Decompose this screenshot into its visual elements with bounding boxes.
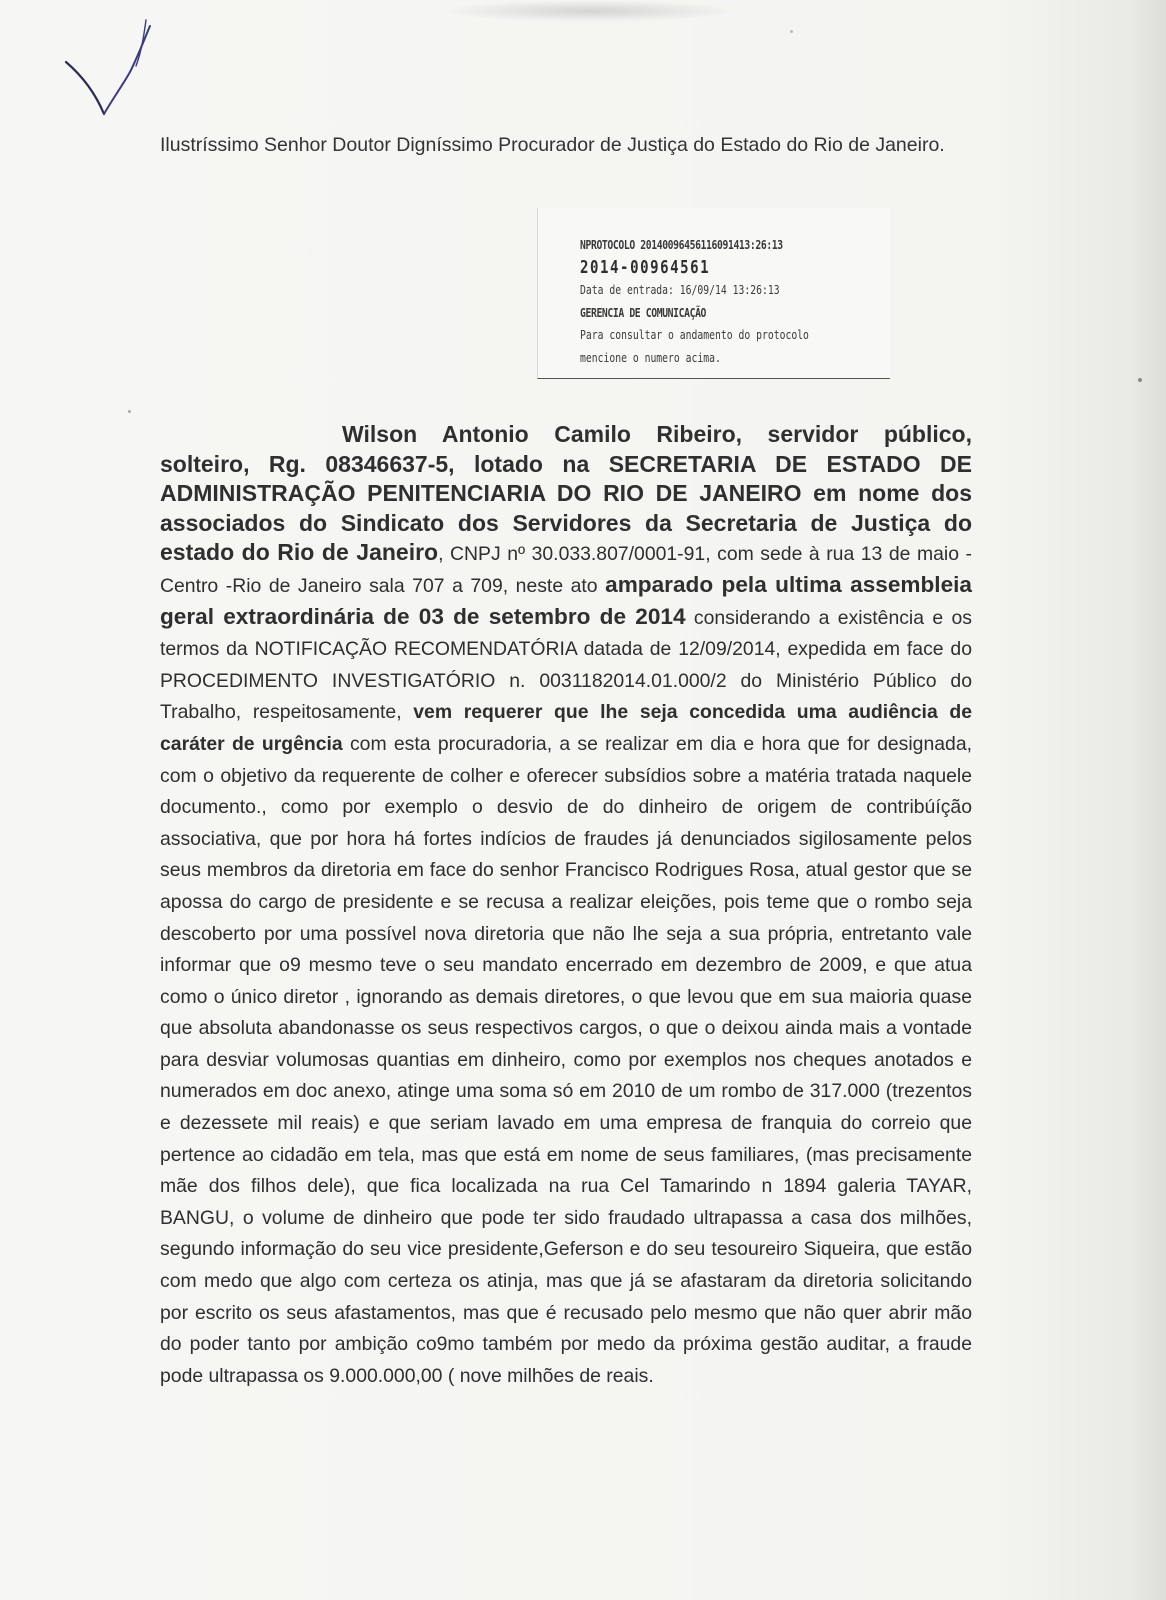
scan-speck bbox=[790, 30, 793, 33]
stamp-instruction-2: mencione o numero acima. bbox=[580, 349, 721, 365]
scan-speck bbox=[128, 410, 131, 413]
stamp-protocol-number: 2014-00964561 bbox=[580, 256, 711, 278]
petition-paragraph bbox=[160, 420, 972, 1391]
salutation-heading: Ilustríssimo Senhor Doutor Digníssimo Procurador de Justiça do Estado do Rio de Janeiro. bbox=[160, 134, 945, 156]
scan-speck bbox=[1138, 378, 1142, 382]
union-address: , CNPJ nº 30.033.807/0001-91, com sede à rua 13 de maio - Centro -Rio de Janeiro sala 707 a 709, neste ato bbox=[160, 543, 973, 597]
notification-reference: considerando a existência e os termos da NOTIFICAÇÃO RECOMENDATÓRIA datada de 12/09/2014, expedida em face do PROCEDIMENTO INVESTIGATÓRIO n. 0031182014.01.000/2 do Ministério Público do Trabalho, respeitosamente, bbox=[160, 606, 972, 724]
stamp-department: GERENCIA DE COMUNICAÇÃO bbox=[580, 304, 707, 320]
stamp-protocol-line: NPROTOCOLO 20140096456116091413:26:13 bbox=[580, 237, 783, 252]
petitioner-identification: Wilson Antonio Camilo Ribeiro, servidor público, solteiro, Rg. 08346637-5, lotado na SECRETARIA DE ESTADO DE ADMINISTRAÇÃO PENITENCIARIA DO RIO DE JANEIRO em nome dos associados do Sindicato dos Servidores da Secretaria de Justiça do estado do Rio de Janeiro bbox=[160, 421, 972, 566]
scan-smudge bbox=[440, 0, 740, 22]
urgent-hearing-request: vem requerer que lhe seja concedida uma audiência de caráter de urgência bbox=[160, 701, 973, 755]
protocol-stamp bbox=[537, 208, 890, 379]
assembly-reference: amparado pela ultima assembleia geral extraordinária de 03 de setembro de 2014 bbox=[160, 571, 972, 629]
stamp-entry-date: Data de entrada: 16/09/14 13:26:13 bbox=[580, 282, 780, 297]
handwritten-check-mark bbox=[60, 10, 170, 120]
complaint-details: com esta procuradoria, a se realizar em dia e hora que for designada, com o objetivo da requerente de colher e oferecer subsídios sobre a matéria tratada naquele documento., como por exemplo o desvio de do dinheiro de origem de contribúíção associativa, que por hora há fortes indícios de fraudes já denunciados sigilosamente pelos seus membros da diretoria em face do senhor Francisco Rodrigues Rosa, atual gestor que se apossa do cargo de presidente e se recusa a realizar eleições, pois teme que o rombo seja descoberto por uma possível nova diretoria que não lhe seja a sua própria, entretanto vale informar que o9 mesmo teve o seu mandato encerrado em dezembro de 2009, e que atua como o único diretor , ignorando as demais diretores, o que levou que em sua maioria quase que absoluta abandonasse os seus respectivos cargos, o que o deixou ainda mais a vontade para desviar volumosas quantias em dinheiro, como por exemplos nos cheques anotados e numerados em doc anexo, atinge uma soma só em 2010 de um rombo de 317.000 (trezentos e dezessete mil reais) e que seriam lavado em uma empresa de franquia do correio que pertence ao cidadão em tela, mas que está em nome de seus familiares, (mas precisamente mãe dos filhos dele), que fica localizada na rua Cel Tamarindo n 1894 galeria TAYAR, BANGU, o volume de dinheiro que pode ter sido fraudado ultrapassa a casa dos milhões, segundo informação do seu vice presidente,Geferson e do seu tesoureiro Siqueira, que estão com medo que algo com certeza os atinja, mas que já se afastaram da diretoria solicitando por escrito os seus afastamentos, mas que é recusado pelo mesmo que não quer abrir mão do poder tanto por ambição co9mo também por medo da próxima gestão auditar, a fraude pode ultrapassa os 9.000.000,00 ( nove milhões de reais. bbox=[160, 732, 972, 1387]
petition-body bbox=[160, 420, 972, 1391]
stamp-instruction-1: Para consultar o andamento do protocolo bbox=[580, 327, 809, 342]
stamp-text bbox=[580, 234, 809, 369]
